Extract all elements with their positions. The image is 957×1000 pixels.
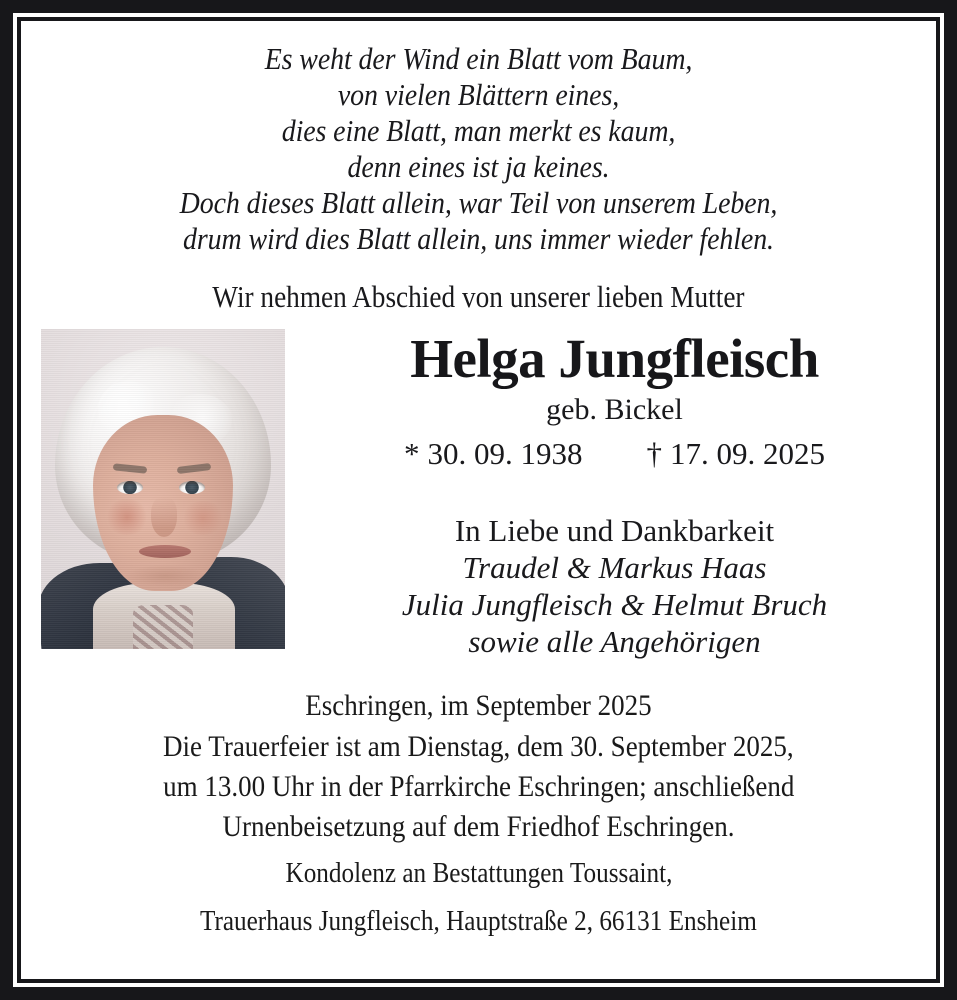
death-date-value: 17. 09. 2025 xyxy=(670,436,825,471)
maiden-name: geb. Bickel xyxy=(546,393,683,426)
life-dates xyxy=(301,436,928,472)
place-and-date xyxy=(35,685,922,727)
poem-line: denn eines ist ja keines. xyxy=(347,149,610,184)
portrait-cheek-left xyxy=(105,499,149,535)
memorial-poem xyxy=(21,21,936,257)
birth-date-value: 30. 09. 1938 xyxy=(427,436,583,471)
portrait-scarf xyxy=(133,605,193,649)
tribute-name: sowie alle Angehörigen xyxy=(468,624,761,659)
poem-line: Es weht der Wind ein Blatt vom Baum, xyxy=(264,41,693,76)
service-line xyxy=(35,767,922,807)
poem-line: drum wird dies Blatt allein, uns immer wieder fehlen. xyxy=(183,221,774,256)
condolence-line-text: Trauerhaus Jungfleisch, Hauptstraße 2, 66131 Ensheim xyxy=(200,906,757,937)
service-line-text: Urnenbeisetzung auf dem Friedhof Eschringen. xyxy=(222,810,735,843)
identity-block xyxy=(21,329,936,659)
obituary-card xyxy=(21,21,936,979)
tribute-block xyxy=(301,512,928,660)
place-and-date-text: Eschringen, im September 2025 xyxy=(305,689,652,722)
portrait-photo xyxy=(41,329,285,649)
service-line xyxy=(35,807,922,847)
poem-line: Doch dieses Blatt allein, war Teil von unserem Leben, xyxy=(179,185,778,220)
footer-block xyxy=(21,659,936,943)
death-date xyxy=(647,436,826,472)
portrait-nose xyxy=(151,497,177,537)
frame-inner-rule xyxy=(17,17,940,983)
farewell-lead-text: Wir nehmen Abschied von unserer lieben Mutter xyxy=(212,279,745,314)
portrait-eye-left xyxy=(117,481,143,494)
service-line xyxy=(35,727,922,767)
service-line-text: Die Trauerfeier ist am Dienstag, dem 30. September 2025, xyxy=(163,730,794,763)
frame-white-gap xyxy=(13,13,944,987)
portrait-chin-shadow xyxy=(125,565,205,587)
tribute-heading: In Liebe und Dankbarkeit xyxy=(454,513,775,548)
birth-star-symbol: * xyxy=(404,436,420,471)
poem-line: von vielen Blättern eines, xyxy=(337,77,620,112)
deceased-name: Helga Jungfleisch xyxy=(410,328,819,389)
tribute-name: Julia Jungfleisch & Helmut Bruch xyxy=(401,587,828,622)
farewell-lead-line xyxy=(21,257,936,315)
poem-line: dies eine Blatt, man merkt es kaum, xyxy=(281,113,676,148)
portrait-mouth xyxy=(139,545,191,558)
condolence-line xyxy=(35,853,922,895)
portrait-eye-right xyxy=(179,481,205,494)
service-line-text: um 13.00 Uhr in der Pfarrkirche Eschringen; anschließend xyxy=(162,770,795,803)
tribute-name: Traudel & Markus Haas xyxy=(462,550,767,585)
condolence-line xyxy=(35,901,922,943)
portrait-cheek-right xyxy=(181,501,225,535)
birth-date xyxy=(404,436,583,472)
identity-text-block xyxy=(301,329,928,660)
condolence-line-text: Kondolenz an Bestattungen Toussaint, xyxy=(285,858,672,889)
death-cross-symbol: † xyxy=(646,436,662,471)
